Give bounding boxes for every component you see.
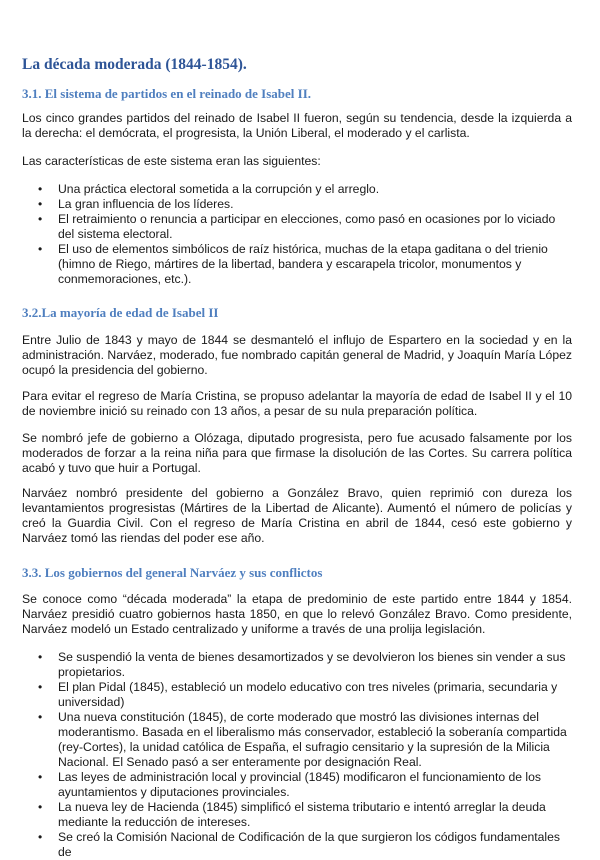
list-item: • El uso de elementos simbólicos de raíz histórica, muchas de la etapa gaditana o del trienio (himno de Riego, mártires de la libertad, bandera y escarapela tricolor, monumentos y conmemoraciones, etc.).	[22, 242, 574, 287]
section-2-paragraph: Narváez nombró presidente del gobierno a González Bravo, quien reprimió con dureza los levantamientos progresistas (Mártires de la Libertad de Alicante). Aumentó el número de policías y creó la Guardia Civil. Con el regreso de María Cristina en abril de 1844, cesó este gobierno y Narváez tomó las riendas del poder ese año.	[22, 486, 572, 545]
section-2-heading: 3.2.La mayoría de edad de Isabel II	[22, 305, 219, 320]
list-item: • Una nueva constitución (1845), de corte moderado que mostró las divisiones internas del moderantismo. Basada en el liberalismo más conservador, estableció la soberanía compartida (rey-Cortes), la unidad católica de España, el sufragio censitario y la supresión de la Milicia Nacional. El Senado pasó a ser enteramente por designación Real.	[22, 710, 574, 770]
list-item: • Se suspendió la venta de bienes desamortizados y se devolvieron los bienes sin vender a sus propietarios.	[22, 650, 574, 680]
list-item: • Las leyes de administración local y provincial (1845) modificaron el funcionamiento de los ayuntamientos y diputaciones provinciales.	[22, 770, 574, 800]
section-1-list	[22, 182, 574, 287]
document-title: La década moderada (1844-1854).	[22, 56, 247, 73]
list-item: • El plan Pidal (1845), estableció un modelo educativo con tres niveles (primaria, secundaria y universidad)	[22, 680, 574, 710]
section-3-heading: 3.3. Los gobiernos del general Narváez y sus conflictos	[22, 565, 323, 580]
list-item: • Se creó la Comisión Nacional de Codificación de la que surgieron los códigos fundamentales de	[22, 830, 574, 860]
list-item: • La nueva ley de Hacienda (1845) simplificó el sistema tributario e intentó arreglar la deuda mediante la reducción de intereses.	[22, 800, 574, 830]
section-1-heading: 3.1. El sistema de partidos en el reinado de Isabel II.	[22, 86, 312, 101]
list-item: • La gran influencia de los líderes.	[22, 197, 574, 212]
section-2-paragraph: Para evitar el regreso de María Cristina, se propuso adelantar la mayoría de edad de Isabel II y el 10 de noviembre inició su reinado con 13 años, a pesar de su nula preparación política.	[22, 389, 572, 418]
section-1-intro: Los cinco grandes partidos del reinado de Isabel II fueron, según su tendencia, desde la izquierda a la derecha: el demócrata, el progresista, la Unión Liberal, el moderado y el carlista.	[22, 111, 572, 140]
section-3-list	[22, 650, 574, 860]
section-2-paragraph: Entre Julio de 1843 y mayo de 1844 se desmanteló el influjo de Espartero en la sociedad y en la administración. Narváez, moderado, fue nombrado capitán general de Madrid, y Joaquín María López ocupó la presidencia del gobierno.	[22, 333, 572, 377]
section-2-paragraph: Se nombró jefe de gobierno a Olózaga, diputado progresista, pero fue acusado falsamente por los moderados de forzar a la reina niña para que firmase la disolución de las Cortes. Su carrera política acabó y tuvo que huir a Portugal.	[22, 431, 572, 475]
section-3-intro: Se conoce como “década moderada” la etapa de predominio de este partido entre 1844 y 1854. Narváez presidió cuatro gobiernos hasta 1850, en que lo relevó González Bravo. Como presidente, Narváez modeló un Estado centralizado y uniforme a través de una prolija legislación.	[22, 592, 572, 636]
section-1-lead: Las características de este sistema eran las siguientes:	[22, 154, 321, 168]
list-item: • Una práctica electoral sometida a la corrupción y el arreglo.	[22, 182, 574, 197]
list-item: • El retraimiento o renuncia a participar en elecciones, como pasó en ocasiones por lo viciado del sistema electoral.	[22, 212, 574, 242]
